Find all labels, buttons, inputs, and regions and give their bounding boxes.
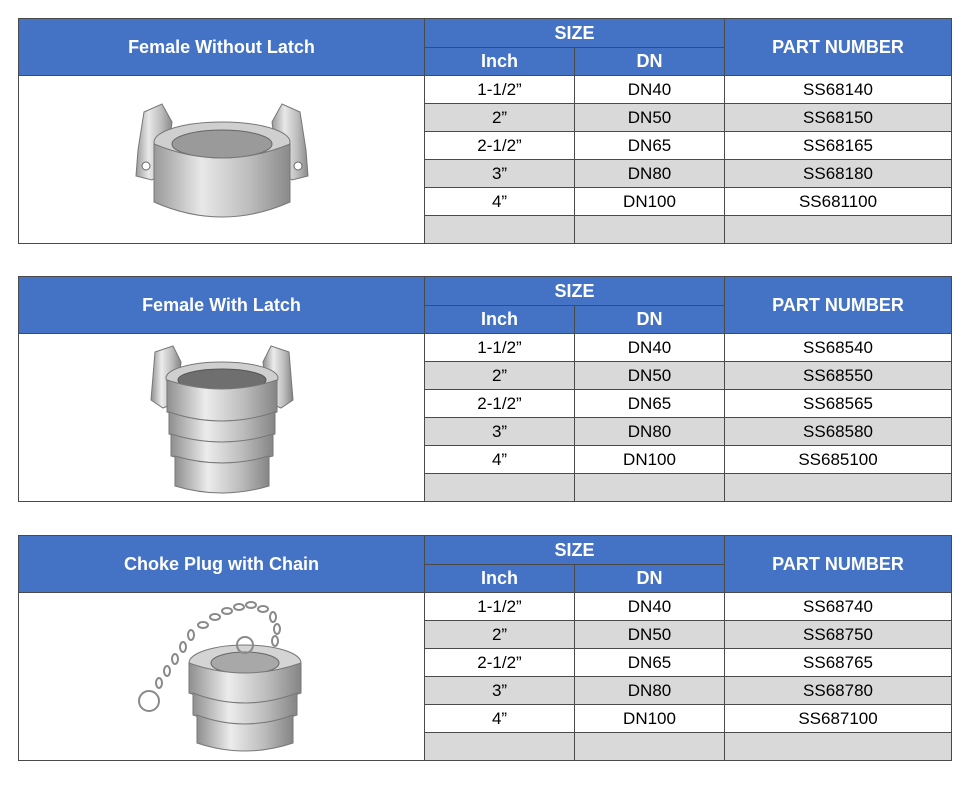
dn-cell: DN100 — [575, 446, 725, 474]
part-number-cell: SS68165 — [725, 132, 952, 160]
part-number-header: PART NUMBER — [725, 277, 952, 334]
inch-cell: 2” — [425, 621, 575, 649]
inch-cell — [425, 216, 575, 244]
part-number-header: PART NUMBER — [725, 536, 952, 593]
product-image-cell — [19, 334, 425, 502]
dn-cell: DN50 — [575, 362, 725, 390]
dn-cell: DN40 — [575, 76, 725, 104]
dn-cell — [575, 733, 725, 761]
inch-header: Inch — [425, 306, 575, 334]
inch-header: Inch — [425, 565, 575, 593]
part-number-cell: SS68140 — [725, 76, 952, 104]
part-number-cell: SS68580 — [725, 418, 952, 446]
dn-cell: DN40 — [575, 334, 725, 362]
dn-cell: DN65 — [575, 649, 725, 677]
female-coupling-no-latch-image — [122, 92, 322, 228]
part-number-cell — [725, 733, 952, 761]
dn-cell: DN65 — [575, 390, 725, 418]
product-title: Female Without Latch — [19, 19, 425, 76]
inch-cell: 1-1/2” — [425, 593, 575, 621]
inch-cell: 1-1/2” — [425, 76, 575, 104]
part-number-cell: SS68780 — [725, 677, 952, 705]
dn-cell: DN100 — [575, 188, 725, 216]
dn-cell: DN65 — [575, 132, 725, 160]
part-number-cell: SS68740 — [725, 593, 952, 621]
inch-cell: 2-1/2” — [425, 132, 575, 160]
product-table-choke-plug-with-chain — [18, 535, 951, 761]
spec-table — [18, 18, 952, 244]
dn-cell: DN80 — [575, 418, 725, 446]
inch-cell — [425, 733, 575, 761]
part-number-cell: SS68150 — [725, 104, 952, 132]
size-header: SIZE — [425, 19, 725, 48]
inch-cell: 2-1/2” — [425, 390, 575, 418]
dn-cell — [575, 216, 725, 244]
part-number-cell: SS68180 — [725, 160, 952, 188]
dn-cell — [575, 474, 725, 502]
inch-cell: 2” — [425, 362, 575, 390]
dn-cell: DN80 — [575, 160, 725, 188]
inch-cell: 3” — [425, 160, 575, 188]
product-image-cell — [19, 76, 425, 244]
inch-cell — [425, 474, 575, 502]
product-image-cell — [19, 593, 425, 761]
dn-cell: DN80 — [575, 677, 725, 705]
product-table-female-with-latch — [18, 276, 951, 502]
inch-cell: 3” — [425, 677, 575, 705]
inch-cell: 3” — [425, 418, 575, 446]
part-number-cell: SS68565 — [725, 390, 952, 418]
inch-cell: 4” — [425, 188, 575, 216]
part-number-header: PART NUMBER — [725, 19, 952, 76]
part-number-cell — [725, 474, 952, 502]
inch-cell: 2-1/2” — [425, 649, 575, 677]
product-title: Choke Plug with Chain — [19, 536, 425, 593]
inch-cell: 2” — [425, 104, 575, 132]
size-header: SIZE — [425, 536, 725, 565]
part-number-cell: SS687100 — [725, 705, 952, 733]
spec-table — [18, 535, 952, 761]
dn-cell: DN40 — [575, 593, 725, 621]
inch-cell: 4” — [425, 705, 575, 733]
inch-cell: 1-1/2” — [425, 334, 575, 362]
product-table-female-without-latch — [18, 18, 951, 244]
female-coupling-with-latch-image — [147, 338, 297, 498]
dn-header: DN — [575, 48, 725, 76]
inch-header: Inch — [425, 48, 575, 76]
part-number-cell: SS685100 — [725, 446, 952, 474]
part-number-cell: SS68765 — [725, 649, 952, 677]
part-number-cell: SS68540 — [725, 334, 952, 362]
spec-table — [18, 276, 952, 502]
dn-cell: DN100 — [575, 705, 725, 733]
part-number-cell: SS681100 — [725, 188, 952, 216]
dn-header: DN — [575, 306, 725, 334]
dn-cell: DN50 — [575, 621, 725, 649]
part-number-cell: SS68750 — [725, 621, 952, 649]
inch-cell: 4” — [425, 446, 575, 474]
part-number-cell: SS68550 — [725, 362, 952, 390]
choke-plug-with-chain-image — [127, 597, 317, 757]
product-title: Female With Latch — [19, 277, 425, 334]
part-number-cell — [725, 216, 952, 244]
dn-header: DN — [575, 565, 725, 593]
dn-cell: DN50 — [575, 104, 725, 132]
size-header: SIZE — [425, 277, 725, 306]
